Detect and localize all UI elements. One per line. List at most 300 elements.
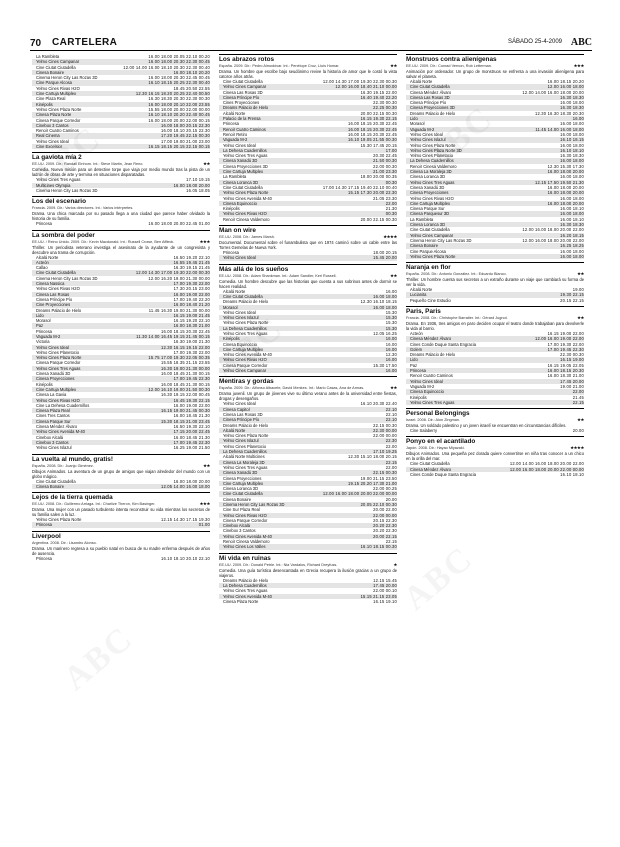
showtimes: 16.00 18.30 21.00: [547, 373, 584, 379]
showtimes: 20.00: [385, 496, 397, 502]
cinema-name: La Rambleta: [223, 174, 247, 180]
showtimes: 11.45 14.00 16.00 18.00: [535, 126, 584, 132]
showtimes: 20.15 22.15: [560, 297, 584, 303]
showtimes: 16.15 19.20 22.10: [173, 318, 210, 324]
showtimes: 15.30: [385, 320, 397, 326]
cinema-name: Yelmo Cines Avenida M-40: [223, 533, 272, 539]
page-header: [30, 38, 592, 50]
cinema-name: Paz: [410, 362, 418, 368]
film-credits-text: EE.UU. 2008. Dir.: James Marsh.: [219, 235, 275, 240]
showtimes: 16.00 18.15 20.30 22.45: [348, 126, 397, 132]
showtimes: 22.15: [572, 399, 584, 405]
cinema-name: Renoir Cuatro Caminos: [223, 126, 266, 132]
film-synopsis: Drama juvenil. Un grupo de jóvenes vive su último verano antes de la universidad entre fiestas, drogas y desengaños.: [219, 391, 397, 402]
cinema-name: Cinesa Proyecciones 3D: [223, 163, 268, 169]
film-credits-text: EE.UU. 2008. Dir.: Guillermo Arriaga. Int.: Charlize Theron, Kim Basinger.: [32, 502, 156, 507]
cinema-name: Yelmo Cines Plaza Norte: [223, 433, 269, 439]
film-title: Ponyo en el acantilado: [406, 436, 584, 446]
cinema-name: Pequeño Cine Estudio: [410, 297, 451, 303]
showtimes: 15.30: [385, 315, 397, 321]
showtimes: 17.00 19.45 22.30: [173, 439, 210, 445]
showtimes: 16.00 18.15 20.30 22.45: [348, 131, 397, 137]
showtimes: 16.00 18.10 20.20: [173, 69, 210, 75]
cinema-name: Yelmo Cines Plaza Norte: [36, 355, 82, 361]
cinema-name: Cine Plaza Real: [36, 96, 66, 102]
film-title: Mi vida en ruinas: [219, 553, 397, 563]
cinema-name: Yelmo Cines Ideal: [36, 138, 69, 144]
showtimes: 16.30 18.30: [560, 222, 584, 228]
showtimes: 12.15 17.50 19.50 21.30: [535, 179, 584, 185]
showtime-row: [219, 255, 397, 260]
showtimes: 16.10 18.10 20.20 22.40 00.45: [148, 112, 210, 118]
showtimes: 22.10: [385, 411, 397, 417]
cinema-name: Princesa: [36, 221, 52, 227]
showtimes: 16.00 18.00 20.00: [173, 478, 210, 484]
newspaper-logo: ABC: [570, 37, 592, 48]
showtimes: 19.00: [572, 287, 584, 293]
showtimes: 12.30 16.10 18.15: [360, 299, 397, 305]
cinema-name: Yelmo Cines Planetocio: [36, 349, 80, 355]
showtimes: 22.00: [385, 464, 397, 470]
cinema-name: Victoria: [36, 339, 50, 345]
cinema-name: Princesa: [223, 250, 239, 256]
showtimes: 12.00 14.00 16.00 18.00 20.00 22.00: [509, 461, 584, 467]
showtimes: 12.00 16.00 18.00 20.00 22.00: [522, 237, 584, 243]
cinema-name: Cinesa Plaza Norte: [223, 598, 259, 604]
showtimes: 12.00 14.00 16.00 18.10 20.30 22.30 00.40: [123, 64, 210, 70]
film-listing: [406, 436, 584, 477]
cinema-name: Cinesa Equinoccio: [223, 341, 257, 347]
showtimes: 17.00 19.00 21.00 23.00: [161, 138, 210, 144]
film-listing: [32, 152, 210, 193]
showtimes: 16.00 18.00 20.00: [173, 182, 210, 188]
cinema-name: La Dehesa Cuadernillos: [223, 147, 267, 153]
cinema-name: Yelmo Cines Avenida M-40: [223, 352, 272, 358]
listing-column-3: [406, 54, 584, 840]
cinema-name: Renoir Cuatro Caminos: [36, 128, 79, 134]
cinema-name: Cinesa Plaza Real: [36, 408, 70, 414]
showtimes: 12.30 15.30 17.30: [547, 163, 584, 169]
film-synopsis: Drama. Una chica marcada por su pasado llega a una ciudad que parece haber olvidado la historia de su familia.: [32, 211, 210, 222]
showtimes: 16.40 19.40 22.20: [360, 94, 397, 100]
showtimes: 16.10 18.10 20.10 22.10: [161, 555, 210, 561]
showtimes: 12.00 14.30 17.00 19.30 22.00 00.30: [135, 270, 210, 276]
film-title: Liverpool: [32, 531, 210, 541]
film-rating: ★★★: [199, 502, 210, 507]
cinema-name: Dreams Palacio de Hielo: [36, 307, 82, 313]
cinema-name: Cinesa Proyecciones: [410, 190, 449, 196]
cinema-name: Cinesa Xanadú 3D: [410, 184, 445, 190]
showtimes: 12.00 16.00 18.40 21.10 00.00: [335, 84, 397, 90]
showtimes: 22.30 00.30: [560, 352, 584, 358]
cinema-name: Cinema Heron City Las Rozas 3D: [223, 502, 285, 507]
showtimes: 20.20 22.30: [373, 523, 397, 529]
film-title: Monstruos contra alienígenas: [406, 54, 584, 64]
cinema-name: Cinebox 3 Cantos: [36, 122, 69, 128]
showtimes: 15.55 18.00 20.00 22.00 00.00: [148, 106, 210, 112]
cinema-name: Cine Cartuja Multiplex: [410, 200, 451, 206]
film-rating: ★★: [390, 386, 397, 391]
showtimes: 16.00 18.45 21.30 00.15: [161, 381, 210, 387]
showtimes: 12.30 16.15 18.20 20.25 22.40 00.50: [135, 91, 210, 97]
cinema-name: Yelmo Cines Tres Aguas: [223, 588, 268, 594]
cinema-name: Yelmo Cines Avenida M-40: [223, 195, 272, 201]
cinema-name: Dreams Palacio de Hielo: [223, 577, 269, 583]
showtimes: 22.00: [572, 389, 584, 395]
cinema-name: Cinesa Equinoccio: [410, 389, 444, 395]
cinema-name: Cinema Heron City Las Rozas 3D: [36, 275, 98, 281]
film-title: La gaviota mía 2: [32, 152, 210, 162]
cinema-name: Cine La Dehesa Cuadernillos: [36, 402, 90, 408]
film-synopsis: Drama. En 1936, tres amigos en paro deciden ocupar el teatro donde trabajaban para devolverle la vida al barrio.: [406, 320, 584, 331]
cinema-name: Cinesa Parque Corredor: [36, 117, 81, 123]
cinema-name: Dreams Palacio de Hielo: [223, 105, 269, 111]
cinema-name: Cine Ciutat Ciutadella: [410, 227, 450, 233]
film-title: Lejos de la tierra quemada: [32, 492, 210, 502]
showtimes: 12.30 16.15 19.15 22.00: [161, 344, 210, 350]
showtimes: 22.00 00.30: [373, 163, 397, 169]
showtimes: 16.10 18.10: [560, 147, 584, 153]
showtimes: 16.00 18.00: [560, 195, 584, 201]
cinema-name: Alcalá Norte: [223, 427, 246, 433]
page-number: 70: [30, 38, 42, 49]
cinema-name: Cinesa Bonaire: [410, 243, 438, 249]
film-credits-text: Israel. 2008. Dir.: Alon Zingman.: [406, 418, 461, 423]
showtimes: 16.25 18.25: [560, 243, 584, 249]
showtimes: 16.00 18.15 20.30: [547, 368, 584, 374]
film-listing: [32, 54, 210, 149]
cinema-name: Dreams Palacio de Hielo: [223, 299, 269, 305]
showtimes: 15.30 17.50: [373, 362, 397, 368]
showtimes: 19.00 21.15 23.50: [360, 475, 397, 481]
showtimes: 15.30: [385, 325, 397, 331]
cinema-name: Cine Parque Alcosa: [410, 248, 446, 254]
showtimes: 15.30: [385, 309, 397, 315]
showtimes: 15.55 18.35 21.15 23.55: [161, 360, 210, 366]
film-listing: [219, 264, 397, 374]
cinema-name: Yelmo Cines Campanar: [223, 84, 267, 90]
showtimes: 16.55 19.45 21.45: [173, 259, 210, 265]
cinema-name: Morasol: [410, 121, 425, 127]
cinema-name: Yelmo Cines Tres Aguas: [36, 177, 81, 183]
showtimes: 16.00 18.00: [560, 131, 584, 137]
cinema-name: Cinesa Equinoccio: [223, 200, 257, 206]
cinema-name: Yelmo Cines Islazul: [410, 137, 446, 143]
showtimes: 16.00 18.00 20.00: [547, 169, 584, 175]
showtimes: 16.00 18.15 20.30 22.45: [348, 121, 397, 127]
cinema-name: Renoir Cuatro Caminos: [410, 373, 453, 379]
film-synopsis: Drama. Un hombre que escribe bajo seudónimo revive la historia de amor que le costó la vista catorce años atrás.: [219, 69, 397, 79]
showtimes: 16.00 18.10 20.15 22.30: [161, 128, 210, 134]
showtimes: 16.00: [385, 341, 397, 347]
cinema-name: Yelmo Cines Tres Aguas: [36, 365, 81, 371]
film-title: Mentiras y gordas: [219, 376, 397, 386]
showtime-row: [32, 445, 210, 450]
cinema-name: Yelmo Cines Islazul: [223, 438, 259, 444]
film-listing: [32, 454, 210, 490]
film-synopsis: Drama. Un soldado palestino y un joven israelí se encuentran en circunstancias difíciles.: [406, 423, 567, 429]
cinema-name: Cinesa Parque Corredor: [36, 360, 81, 366]
cinema-name: Princesa: [223, 121, 239, 127]
film-title: Más allá de los sueños: [219, 264, 397, 274]
cinema-name: Cinebox Alcalá: [223, 523, 251, 529]
cinema-name: Cine Ciutat Ciutadella: [223, 293, 263, 299]
cinema-name: Yelmo Cines Los Valles: [223, 544, 266, 550]
cinema-name: Cinebox Alcalá: [36, 434, 64, 440]
showtimes: 20.30 22.45: [373, 153, 397, 159]
film-rating: ★★★★: [570, 446, 584, 451]
cinema-name: Real Cinema: [36, 133, 60, 139]
showtimes: 16.00 18.00 20.15 22.30: [161, 122, 210, 128]
cinema-name: Yelmo Cines Tres Aguas: [410, 399, 455, 405]
showtimes: 12.00 16.00 18.00: [547, 84, 584, 90]
cinema-name: Cinema Heron City Las Rozas 3D: [410, 237, 472, 243]
cinema-name: Yelmo Cines Rivas H2O: [223, 211, 267, 217]
showtimes: 16.00 18.00: [560, 253, 584, 259]
film-credits-text: EE.UU. 2009. Dir.: Conrad Vernon, Rob Letterman.: [406, 64, 492, 68]
showtimes: 22.15: [385, 539, 397, 545]
cinema-name: Cinesa Nassica: [36, 281, 65, 287]
showtimes: 22.00: [385, 443, 397, 449]
showtime-row: [32, 144, 210, 149]
showtimes: 16.30 19.15 22.00: [360, 89, 397, 95]
cinema-name: Cinesa Príncipe Pío: [36, 296, 73, 302]
cinema-name: Cinesa Capitol: [223, 406, 250, 412]
showtime-row: [219, 544, 397, 549]
film-synopsis: Drama. Un marinero regresa a su pueblo natal en busca de su madre enferma después de años de ausencia.: [32, 545, 210, 556]
cinema-name: La Dehesa Cuadernillos: [223, 449, 267, 455]
showtimes: 12.00 16.00 18.00 20.00 22.00 00.00: [509, 466, 584, 472]
cinema-name: Cine Ciutat Ciutadella: [223, 79, 263, 84]
cinema-name: Yelmo Cines Avenida M-40: [36, 429, 85, 435]
showtime-row: [406, 254, 584, 259]
cinema-name: Cine Ciutat Ciutadella: [223, 184, 263, 190]
cinema-name: Yelmo Cines Ideal: [36, 344, 69, 350]
cinema-name: Renoir Cinesa Valdemoro: [223, 216, 270, 222]
film-rating: ★★: [577, 272, 584, 277]
showtimes: 15.30 18.15 21.00 23.45: [161, 418, 210, 424]
cinema-name: Cine Sur Plaza Real: [223, 507, 260, 513]
showtime-row: [32, 484, 210, 489]
film-listing: [406, 306, 584, 405]
cinema-name: Yelmo Cines Ideal: [410, 378, 443, 384]
cinema-name: Cinesa Príncipe Pío: [223, 417, 260, 423]
showtime-row: [32, 556, 210, 561]
film-listing: [32, 230, 210, 451]
cinema-name: Cinesa La Moraleja 3D: [410, 169, 452, 175]
cinema-name: Cine Ciutat Ciutadella: [410, 84, 450, 90]
cinema-name: Yelmo Cines Ideal: [223, 309, 256, 315]
showtimes: 22.25 00.30: [373, 105, 397, 111]
showtimes: 16.00 18.00 20.00: [547, 190, 584, 196]
cinema-name: La Rambleta: [36, 54, 60, 59]
showtimes: 22.10: [385, 406, 397, 412]
cinema-name: Morasol: [223, 304, 238, 310]
showtimes: 16.00 18.00 20.05 22.10 00.20: [148, 54, 210, 59]
cinema-name: Dreams Palacio de Hielo: [223, 422, 269, 428]
showtimes: 17.10 19.15: [186, 177, 210, 183]
showtimes: 11.30 14.00 16.45 19.15 21.45 00.15: [136, 333, 210, 339]
issue-date: SÁBADO 25-4-2009: [507, 39, 562, 45]
cinema-name: Yelmo Cines Plaza Norte: [36, 106, 82, 112]
cinema-name: Vaguada M-2: [36, 333, 61, 339]
showtimes: 16.00: [385, 357, 397, 363]
cinema-name: Yelmo Cines Avenida M-40: [223, 593, 272, 599]
cinema-name: Yelmo Cines Tres Aguas: [223, 330, 268, 336]
showtimes: 16.15 19.00 21.45 00.30: [161, 408, 210, 414]
film-synopsis: Thriller. Un hombre cuenta sus secretos a un extraño durante un viaje que cambiará su forma de ver la vida.: [406, 277, 584, 288]
showtimes: 20.00 22.00: [373, 507, 397, 513]
showtimes: 12.00 16.00 19.00 22.00: [535, 336, 584, 342]
cinema-name: Cine Cartuja Multiplex: [223, 169, 264, 175]
showtimes: 12.00 16.00 18.00 20.00 22.00: [522, 227, 584, 233]
cinema-name: Cine Ciutat Ciutadella: [36, 270, 76, 276]
film-credits-text: España. 2008. Dir.: Juanjo Giménez.: [32, 463, 94, 468]
showtimes: 16.50 19.30 22.10: [173, 424, 210, 430]
showtimes: 12.00 14.00 16.00 18.00 20.00: [522, 89, 584, 95]
film-synopsis: Drama. Una mujer con un pasado turbulento intenta reconstruir su vida mientras los secretos de su familia salen a la luz.: [32, 507, 210, 518]
showtimes: 16.10 18.15: [560, 137, 584, 143]
showtimes: 17.45 20.00: [373, 582, 397, 588]
showtimes: 20.00 22.15 00.30: [360, 216, 397, 222]
cinema-name: Dreams Palacio de Hielo: [410, 110, 456, 116]
film-rating: ★: [393, 562, 397, 567]
showtimes: 16.20 18.15: [560, 232, 584, 238]
showtimes: 19.00 21.00: [560, 383, 584, 389]
showtimes: 16.30 18.30: [560, 153, 584, 159]
cinema-name: Cinesa Xanadú 3D: [36, 371, 71, 377]
cinema-name: Cinesa Parque Corredor: [223, 517, 268, 523]
showtimes: 16.30 18.30: [560, 94, 584, 100]
film-credits-text: Francia. 2009. Dir.: Varios directores. Int.: Varios intérpretes.: [32, 206, 134, 211]
showtimes: 16.50 19.20 22.10: [173, 254, 210, 260]
listing-column-2: [219, 54, 397, 840]
showtimes: 16.00 18.00: [560, 121, 584, 127]
cinema-name: Cinesa Méndez Álvaro: [410, 89, 452, 95]
cinema-name: Yelmo Cines Plaza Norte: [410, 253, 456, 259]
showtimes: 20.00 22.15: [373, 533, 397, 539]
cinema-name: Cines Proyecciones: [223, 100, 260, 106]
showtimes: 16.00 18.00: [560, 248, 584, 254]
showtimes: 16.00 18.00 20.00: [547, 184, 584, 190]
cinema-name: Yelmo Cines Plaza Norte: [36, 517, 82, 523]
cinema-name: Kinépolis: [36, 381, 53, 387]
cinema-name: Yelmo Cines Plaza Norte: [223, 190, 269, 196]
cinema-name: Cinesa Príncipe Pío: [410, 100, 447, 106]
showtimes: 20.15 22.30: [373, 517, 397, 523]
showtimes: 16.00 18.45 21.30: [173, 413, 210, 419]
showtimes: 16.15 19.00 21.45: [173, 312, 210, 318]
film-rating: ★★: [390, 64, 397, 68]
showtimes: 17.00 19.30 22.00: [173, 281, 210, 287]
cinema-name: Alcalá Norte: [410, 79, 433, 84]
showtimes: 16.30 18.30 20.30 22.30 00.30: [148, 96, 210, 102]
showtimes: 17.30 20.15 23.00: [173, 286, 210, 292]
cinema-name: Kinépolis: [223, 336, 240, 342]
film-listing: [32, 531, 210, 561]
showtimes: 18.00 20.15: [373, 250, 397, 256]
cinema-name: Yelmo Cines Tres Aguas: [223, 153, 268, 159]
showtimes: 16.10 18.15 00.30: [360, 544, 397, 550]
cinema-name: Cine Ciutat Ciutadella: [36, 64, 76, 70]
cinema-name: Yelmo Cines Campanar: [36, 59, 80, 65]
showtimes: 16.00 18.00: [560, 158, 584, 164]
showtimes: 19.15 20.20 17.30 21.00: [348, 480, 397, 486]
showtimes: 22.15 00.30: [373, 470, 397, 476]
showtimes: 17.10 19.25: [373, 449, 397, 455]
showtimes: 16.00 18.00 20.00 22.45 01.00: [148, 221, 210, 227]
cinema-name: Yelmo Cines Islazul: [36, 445, 72, 451]
cinema-name: Cinesa Las Rosas: [36, 291, 70, 297]
showtimes: 21.30: [385, 206, 397, 212]
showtimes: 12.30 15.10 18.00 20.15: [348, 454, 397, 460]
showtimes: 16.00: [572, 116, 584, 122]
cinema-name: Kinépolis: [223, 206, 240, 212]
cinema-name: Lucianita: [410, 292, 427, 298]
film-synopsis: Comedia. Un hombre descubre que las historias que cuenta a sus sobrinos antes de dormir se hacen realidad.: [219, 278, 397, 289]
showtimes: 16.15 19.05 22.05: [547, 362, 584, 368]
showtimes: 16.00 18.00: [560, 211, 584, 217]
film-credits-text: Japón. 2008. Dir.: Hayao Miyazaki.: [406, 446, 465, 451]
film-listing: [219, 553, 397, 604]
showtimes: 17.00 19.45 22.30: [173, 376, 210, 382]
showtimes: 20.05 22.10 00.30: [360, 502, 397, 507]
cinema-name: Cinesa Proyecciones: [36, 376, 75, 382]
showtimes: 16.00 19.00 22.00: [173, 291, 210, 297]
film-rating: ★★★★: [383, 235, 397, 240]
showtimes: 16.10 19.05 21.55 00.30: [348, 137, 397, 143]
cinema-name: Cinebox 3 Cantos: [223, 528, 256, 534]
cinema-name: Cinesa Xanadú 3D: [223, 158, 258, 164]
showtimes: 16.15 19.00: [560, 357, 584, 363]
film-listing: [32, 492, 210, 528]
showtimes: 15.30 17.45 20.15: [360, 142, 397, 148]
film-rating: ★★★: [199, 239, 210, 244]
cinema-name: Yelmo Cines Campanar: [223, 368, 267, 374]
showtimes: 22.00 00.25: [373, 486, 397, 492]
cinema-name: Lido: [36, 312, 44, 318]
cinema-name: Acteón: [410, 330, 423, 336]
showtimes: 12.05 16.25: [373, 330, 397, 336]
showtimes: 20.20 22.30: [373, 528, 397, 534]
showtimes: 00.30: [385, 179, 397, 185]
cinema-name: Renoir Cinesa Valdemoro: [223, 539, 270, 545]
cinema-name: Alcalá Norte: [223, 288, 246, 294]
showtimes: 22.10: [385, 417, 397, 423]
showtimes: 16.00 18.45 21.30: [173, 434, 210, 440]
cinema-name: Multicines Olympia: [36, 182, 71, 188]
cinema-name: La Dehesa Cuadernillos: [223, 325, 267, 331]
cinema-name: Cinesa Parque Sur: [410, 206, 445, 212]
film-synopsis: Dibujos Animados. Una pequeña pez dorada quiere convertirse en niña tras conocer a un chico en la orilla del mar.: [406, 451, 584, 462]
showtimes: 22.00: [385, 200, 397, 206]
cinema-name: Cinesa Xanadú 3D: [223, 470, 258, 476]
film-synopsis: Comedia. Nueva misión para un detective torpe que viaja por medio mundo tras la pista de un ladrón de obras de arte y termina en situaciones disparatadas.: [32, 167, 210, 178]
showtimes: 16.00 18.00: [373, 304, 397, 310]
film-listing: [219, 225, 397, 261]
showtimes: 16.00 18.10: [560, 206, 584, 212]
showtimes: 16.00: [385, 336, 397, 342]
showtimes: 16.30 19.15 22.00 00.45: [161, 392, 210, 398]
cinema-name: Cinesa Plaza Norte: [36, 112, 72, 118]
film-rating: ★★★: [573, 64, 584, 68]
showtimes: 16.00 18.45 21.30 00.15: [161, 371, 210, 377]
showtimes: 16.00 18.15 20.30 22.45: [161, 328, 210, 334]
cinema-name: Cine Ciutat Ciutadella: [410, 461, 450, 467]
cinema-name: Yelmo Cines Plaza Norte 3D: [410, 147, 462, 153]
film-title: La vuelta al mundo, gratis!: [32, 454, 210, 464]
showtimes: 20.00 22.15 00.30: [360, 110, 397, 116]
